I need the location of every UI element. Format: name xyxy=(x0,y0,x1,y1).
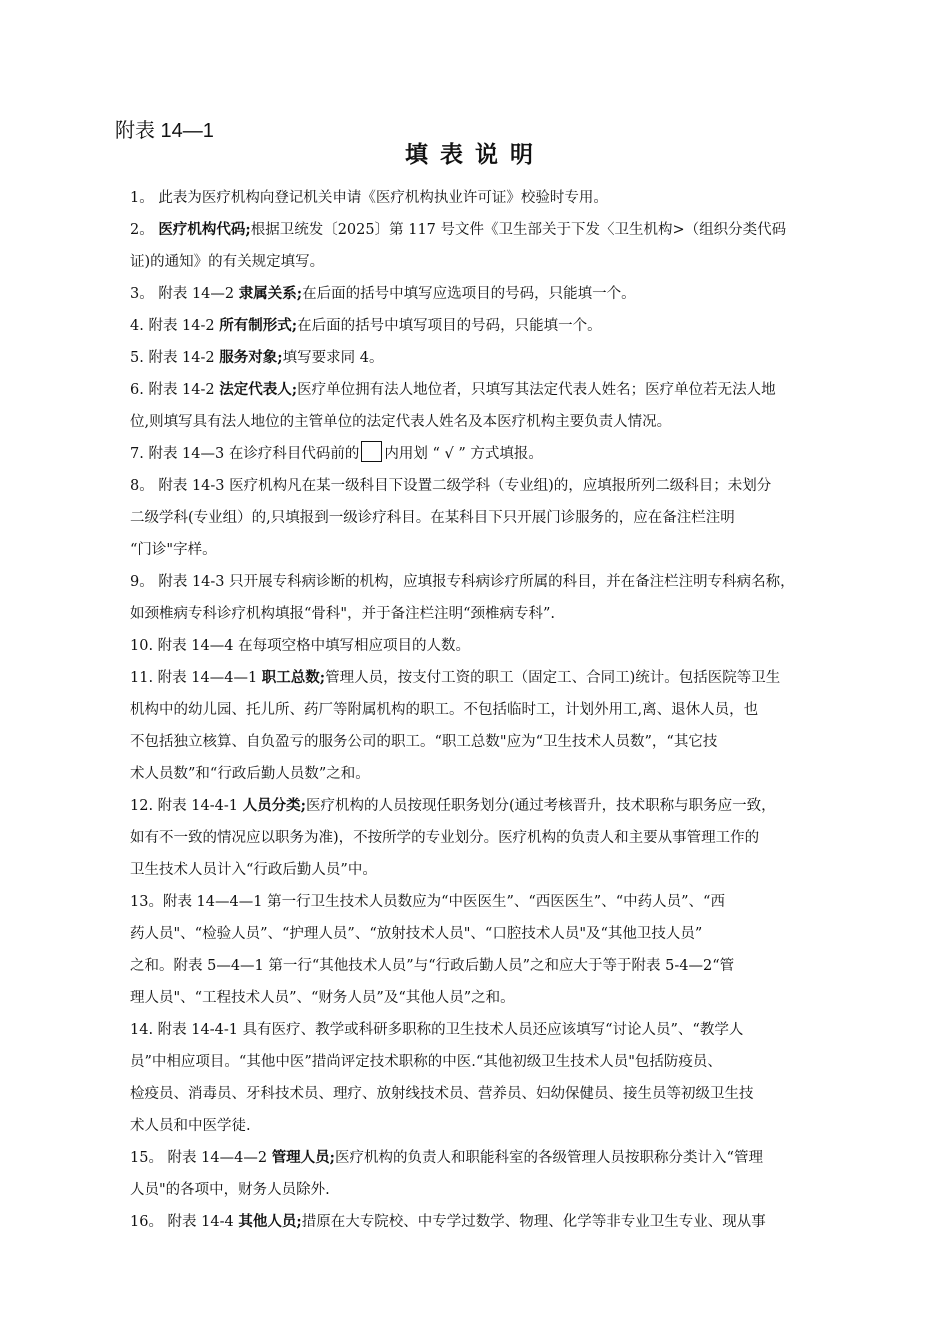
text-segment: 不包括独立核算、自负盈亏的服务公司的职工。“职工总数"应为“卫生技术人员数”，“其它技 xyxy=(130,734,718,750)
text-segment: 卫生技术人员计入“行政后勤人员”中。 xyxy=(130,862,377,878)
text-segment: 填写要求同 4。 xyxy=(282,350,384,366)
text-segment: “门诊"字样。 xyxy=(130,542,217,558)
text-segment: 之和。附表 5—4—1 第一行“其他技术人员”与“行政后勤人员”之和应大于等于附表 5-4—2“管 xyxy=(130,958,735,974)
instruction-item-7 xyxy=(130,438,840,470)
text-segment: 在后面的括号中填写项目的号码，只能填一个。 xyxy=(297,318,602,334)
text-segment: 8。 附表 14-3 医疗机构凡在某一级科目下设置二级学科（专业组)的，应填报所列二级科目；未划分 xyxy=(130,478,772,494)
text-segment: 术人员数”和“行政后勤人员数”之和。 xyxy=(130,766,370,782)
instruction-item-4 xyxy=(130,310,840,342)
text-segment: 药人员"、“检验人员”、“护理人员”、“放射技术人员"、“口腔技术人员"及“其他卫技人员” xyxy=(130,926,703,942)
term-label: 其他人员; xyxy=(238,1213,302,1230)
text-segment: 人员"的各项中，财务人员除外. xyxy=(130,1182,330,1198)
text-segment: 2。 xyxy=(130,222,159,238)
text-segment: 如颈椎病专科诊疗机构填报“骨科"，并于备注栏注明“颈椎病专科”. xyxy=(130,606,556,622)
text-segment: 证)的通知》的有关规定填写。 xyxy=(130,254,325,270)
instruction-item-6 xyxy=(130,374,840,438)
instruction-item-2 xyxy=(130,214,840,278)
page-title: 填表说明 xyxy=(405,141,545,168)
text-segment: 9。 附表 14-3 只开展专科病诊断的机构，应填报专科病诊疗所属的科目，并在备注栏注明专科病名称， xyxy=(130,574,795,590)
term-label: 法定代表人; xyxy=(219,381,298,398)
text-segment: 在后面的括号中填写应选项目的号码，只能填一个。 xyxy=(302,286,636,302)
instruction-item-5 xyxy=(130,342,840,374)
term-label: 医疗机构代码; xyxy=(158,221,251,238)
text-segment: 机构中的幼儿园、托儿所、药厂等附属机构的职工。不包括临时工，计划外用工,离、退休人员，也 xyxy=(130,702,759,718)
text-segment: 如有不一致的情况应以职务为准)，不按所学的专业划分。医疗机构的负责人和主要从事管理工作的 xyxy=(130,830,760,846)
instruction-item-10 xyxy=(130,630,840,662)
text-segment: 二级学科(专业组）的,只填报到一级诊疗科目。在某科目下只开展门诊服务的，应在备注栏注明 xyxy=(130,510,735,526)
text-segment: 措原在大专院校、中专学过数学、物理、化学等非专业卫生专业、现从事 xyxy=(301,1214,766,1230)
text-segment: 12. 附表 14-4-1 xyxy=(130,798,243,814)
text-segment: 管理人员，按支付工资的职工（固定工、合同工)统计。包括医院等卫生 xyxy=(325,670,781,686)
text-segment: 理人员"、“工程技术人员”、“财务人员”及“其他人员”之和。 xyxy=(130,990,515,1006)
instruction-item-12 xyxy=(130,790,840,886)
term-label: 服务对象; xyxy=(219,349,283,366)
checkbox-icon xyxy=(361,441,382,462)
text-segment: 6. 附表 14-2 xyxy=(130,382,220,398)
instruction-item-13 xyxy=(130,886,840,1014)
text-segment: 14. 附表 14-4-1 具有医疗、教学或科研多职称的卫生技术人员还应该填写“讨论人员”、“教学人 xyxy=(130,1022,744,1038)
text-segment: 10. 附表 14—4 在每项空格中填写相应项目的人数。 xyxy=(130,638,471,654)
text-segment: 内用划 “ √ ” 方式填报。 xyxy=(384,446,543,462)
text-segment: 13。附表 14—4—1 第一行卫生技术人员数应为“中医医生”、“西医医生”、“中药人员”、“西 xyxy=(130,894,725,910)
text-segment: 位,则填写具有法人地位的主管单位的法定代表人姓名及本医疗机构主要负责人情况。 xyxy=(130,414,672,430)
attachment-label: 附表 14—1 xyxy=(115,120,214,142)
instruction-item-9 xyxy=(130,566,840,630)
instruction-item-3 xyxy=(130,278,840,310)
text-segment: 医疗机构的负责人和职能科室的各级管理人员按职称分类计入“管理 xyxy=(335,1150,763,1166)
text-segment: 1。 此表为医疗机构向登记机关申请《医疗机构执业许可证》校验时专用。 xyxy=(130,190,608,206)
text-segment: 4. 附表 14-2 xyxy=(130,318,220,334)
instruction-item-14 xyxy=(130,1014,840,1142)
text-segment: 根据卫统发〔2025〕第 117 号文件《卫生部关于下发〈卫生机构>（组织分类代码 xyxy=(250,222,787,238)
text-segment: 3。 附表 14—2 xyxy=(130,286,239,302)
text-segment: 医疗单位拥有法人地位者，只填写其法定代表人姓名；医疗单位若无法人地 xyxy=(297,382,776,398)
term-label: 人员分类; xyxy=(242,797,306,814)
term-label: 所有制形式; xyxy=(219,317,298,334)
text-segment: 15。 附表 14—4—2 xyxy=(130,1150,272,1166)
text-segment: 5. 附表 14-2 xyxy=(130,350,220,366)
text-segment: 术人员和中医学徒. xyxy=(130,1118,251,1134)
instructions-list xyxy=(130,182,840,1238)
text-segment: 7. 附表 14—3 在诊疗科目代码前的 xyxy=(130,446,360,462)
instruction-item-1 xyxy=(130,182,840,214)
term-label: 隶属关系; xyxy=(238,285,303,302)
instruction-item-8 xyxy=(130,470,840,566)
term-label: 管理人员; xyxy=(271,1149,336,1166)
text-segment: 检疫员、消毒员、牙科技术员、理疗、放射线技术员、营养员、妇幼保健员、接生员等初级卫生技 xyxy=(130,1086,754,1102)
text-segment: 16。 附表 14-4 xyxy=(130,1214,239,1230)
text-segment: 11. 附表 14—4—1 xyxy=(130,670,262,686)
instruction-item-15 xyxy=(130,1142,840,1206)
text-segment: 员”中相应项目。“其他中医”措尚评定技术职称的中医.“其他初级卫生技术人员"包括防疫员、 xyxy=(130,1054,722,1070)
instruction-item-16 xyxy=(130,1206,840,1238)
instruction-item-11 xyxy=(130,662,840,790)
term-label: 职工总数; xyxy=(261,669,326,686)
text-segment: 医疗机构的人员按现任职务划分(通过考核晋升，技术职称与职务应一致， xyxy=(305,798,776,814)
